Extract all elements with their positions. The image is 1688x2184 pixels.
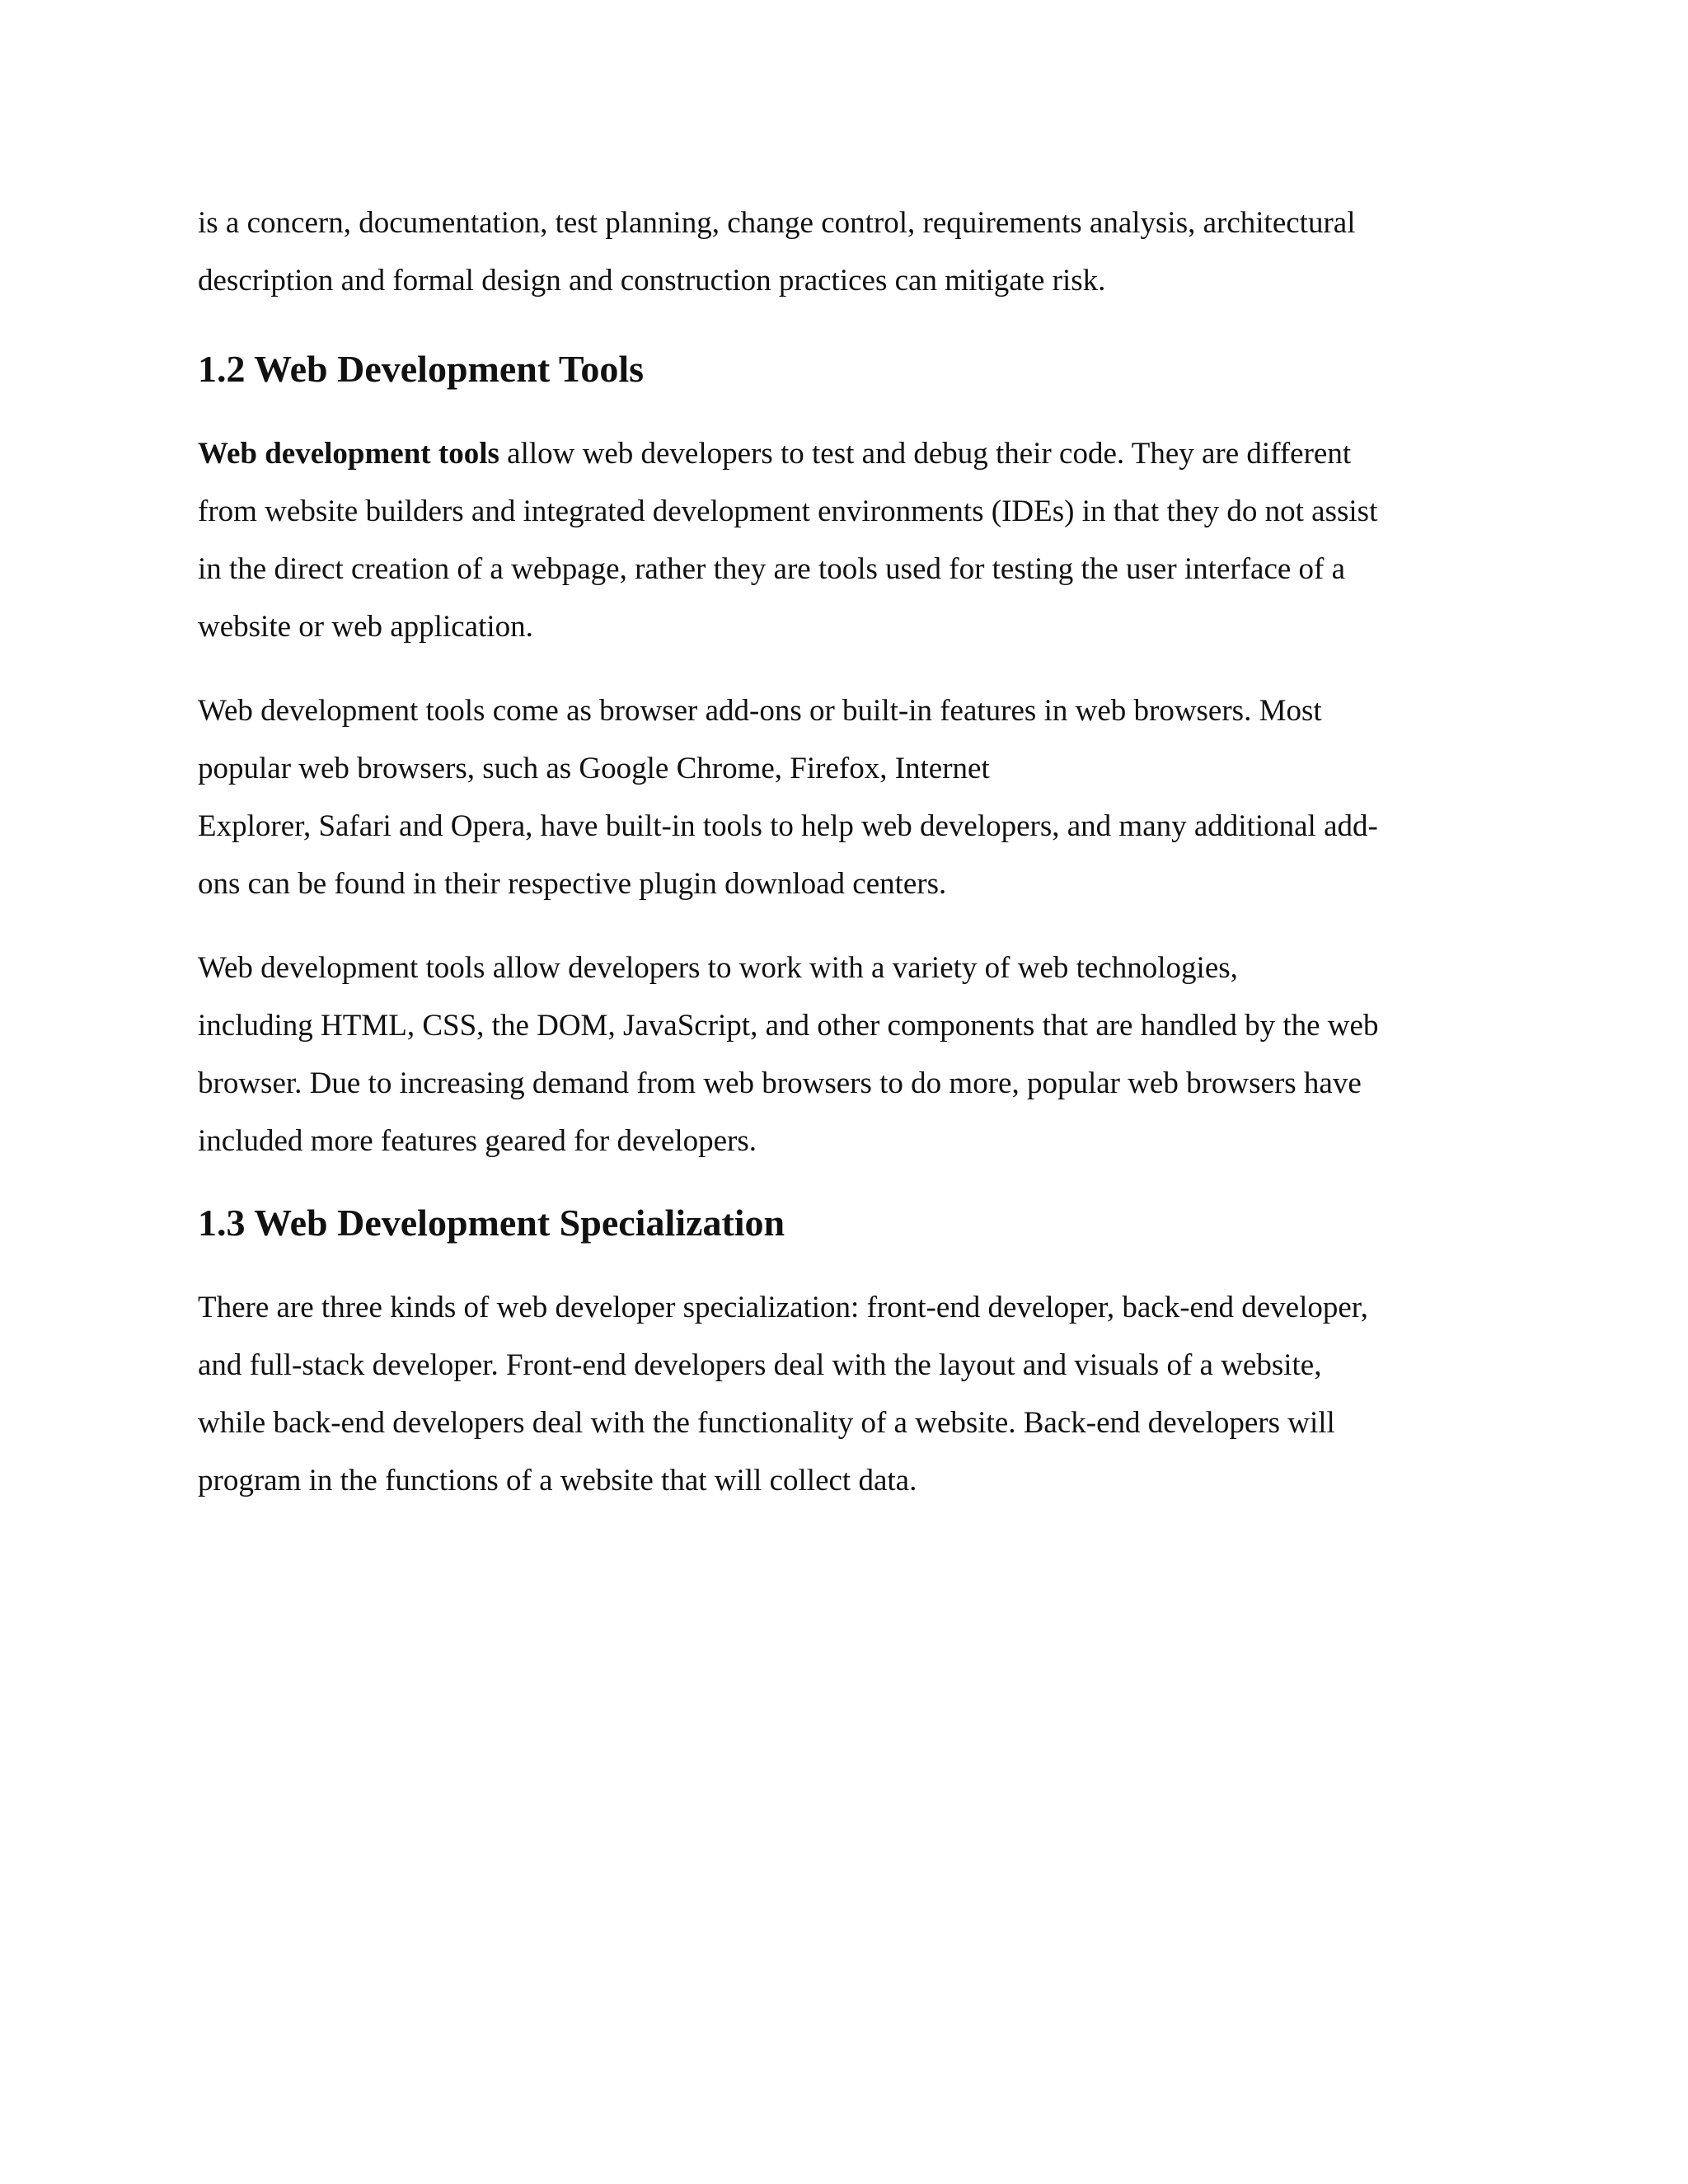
text-line: ons can be found in their respective plugin download centers. [198, 867, 947, 901]
paragraph-web-technologies [198, 940, 1475, 1170]
bold-term: Web development tools [198, 437, 499, 471]
paragraph-specialization [198, 1279, 1475, 1510]
document-page [198, 194, 1475, 1510]
text-line: included more features geared for developers. [198, 1124, 757, 1158]
text-line: browser. Due to increasing demand from web browsers to do more, popular web browsers have [198, 1066, 1362, 1100]
text-line: Explorer, Safari and Opera, have built-in tools to help web developers, and many additional add- [198, 809, 1378, 843]
text-line: Web development tools allow developers to work with a variety of web technologies, [198, 951, 1238, 985]
text-line: is a concern, documentation, test planning, change control, requirements analysis, architectural [198, 206, 1356, 240]
text-line [198, 425, 1475, 483]
intro-paragraph [198, 194, 1475, 310]
section-heading-web-development-specialization: 1.3 Web Development Specialization [198, 1202, 785, 1244]
paragraph-browser-addons [198, 682, 1475, 913]
text-line: description and formal design and construction practices can mitigate risk. [198, 264, 1106, 298]
text-line: while back-end developers deal with the functionality of a website. Back-end developers will [198, 1406, 1335, 1440]
text-line: website or web application. [198, 610, 533, 644]
text-line: including HTML, CSS, the DOM, JavaScript, and other components that are handled by the web [198, 1009, 1379, 1043]
section-heading-web-development-tools: 1.2 Web Development Tools [198, 348, 644, 390]
text-line: program in the functions of a website that will collect data. [198, 1464, 917, 1497]
text-line: and full-stack developer. Front-end developers deal with the layout and visuals of a website, [198, 1348, 1322, 1382]
text-run: allow web developers to test and debug their code. They are different [499, 437, 1352, 471]
text-line: There are three kinds of web developer specialization: front-end developer, back-end developer, [198, 1291, 1368, 1324]
text-line: in the direct creation of a webpage, rather they are tools used for testing the user interface of a [198, 552, 1346, 586]
text-line: popular web browsers, such as Google Chrome, Firefox, Internet [198, 752, 990, 785]
paragraph-tools-definition [198, 425, 1475, 656]
text-line: Web development tools come as browser add-ons or built-in features in web browsers. Most [198, 694, 1322, 728]
text-line: from website builders and integrated development environments (IDEs) in that they do not assist [198, 494, 1378, 528]
